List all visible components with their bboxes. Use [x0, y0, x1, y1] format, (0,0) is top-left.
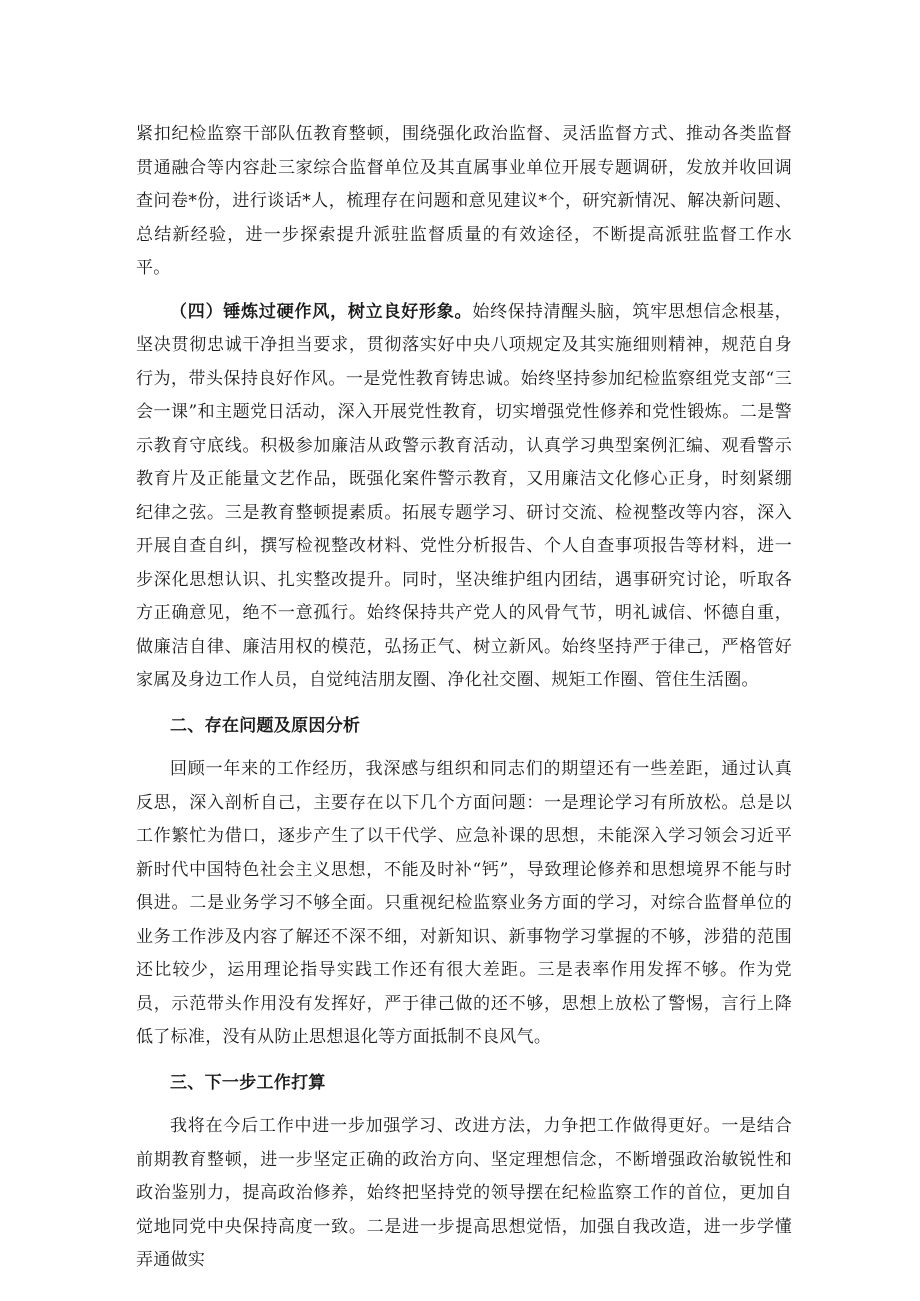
paragraph-next-steps: 我将在今后工作中进一步加强学习、改进方法，力争把工作做得更好。一是结合前期教育整顿，进一步坚定正确的政治方向、坚定理想信念，不断增强政治敏锐性和政治鉴别力，提高政治修养，始终把坚持党的领导摆在纪检监察工作的首位，更加自觉地同党中央保持高度一致。二是进一步提高思想觉悟，加强自我改造，进一步学懂弄通做实	[136, 1116, 792, 1270]
section-four-body: 始终保持清醒头脑，筑牢思想信念根基，坚决贯彻忠诚干净担当要求，贯彻落实好中央八项规定及其实施细则精神，规范自身行为，带头保持良好作风。一是党性教育铸忠诚。始终坚持参加纪检监察组党支部“三会一课”和主题党日活动，深入开展党性教育，切实增强党性修养和党性锻炼。二是警示教育守底线。积极参加廉洁从政警示教育活动，认真学习典型案例汇编、观看警示教育片及正能量文艺作品，既强化案件警示教育，又用廉洁文化修心正身，时刻紧绷纪律之弦。三是教育整顿提素质。拓展专题学习、研讨交流、检视整改等内容，深入开展自查自纠，撰写检视整改材料、党性分析报告、个人自查事项报告等材料，进一步深化思想认识、扎实整改提升。同时，坚决维护组内团结，遇事研究讨论，听取各方正确意见，绝不一意孤行。始终保持共产党人的风骨气节，明礼诚信、怀德自重，做廉洁自律、廉洁用权的模范，弘扬正气、树立新风。始终坚持严于律己，严格管好家属及身边工作人员，自觉纯洁朋友圈、净化社交圈、规矩工作圈、管住生活圈。	[136, 301, 792, 690]
paragraph-section-four	[136, 296, 792, 698]
paragraph-problems: 回顾一年来的工作经历，我深感与组织和同志们的期望还有一些差距，通过认真反思，深入剖析自己，主要存在以下几个方面问题：一是理论学习有所放松。总是以工作繁忙为借口，逐步产生了以干代学、应急补课的思想，未能深入学习领会习近平新时代中国特色社会主义思想，不能及时补“钙”，导致理论修养和思想境界不能与时俱进。二是业务学习不够全面。只重视纪检监察业务方面的学习，对综合监督单位的业务工作涉及内容了解还不深不细，对新知识、新事物学习掌握的不够，涉猎的范围还比较少，运用理论指导实践工作还有很大差距。三是表率作用发挥不够。作为党员，示范带头作用没有发挥好，严于律己做的还不够，思想上放松了警惕，言行上降低了标准，没有从防止思想退化等方面抵制不良风气。	[136, 759, 792, 1047]
paragraph-intro: 紧扣纪检监察干部队伍教育整顿，围绕强化政治监督、灵活监督方式、推动各类监督贯通融合等内容赴三家综合监督单位及其直属事业单位开展专题调研，发放并收回调查问卷*份，进行谈话*人，梳理存在问题和意见建议*个，研究新情况、解决新问题、总结新经验，进一步探索提升派驻监督质量的有效途径，不断提高派驻监督工作水平。	[136, 124, 792, 278]
document-page	[136, 118, 792, 1278]
heading-problems: 二、存在问题及原因分析	[170, 715, 361, 736]
heading-next-steps: 三、下一步工作打算	[170, 1072, 326, 1093]
section-four-lead: （四）锤炼过硬作风，树立良好形象。	[170, 301, 473, 322]
